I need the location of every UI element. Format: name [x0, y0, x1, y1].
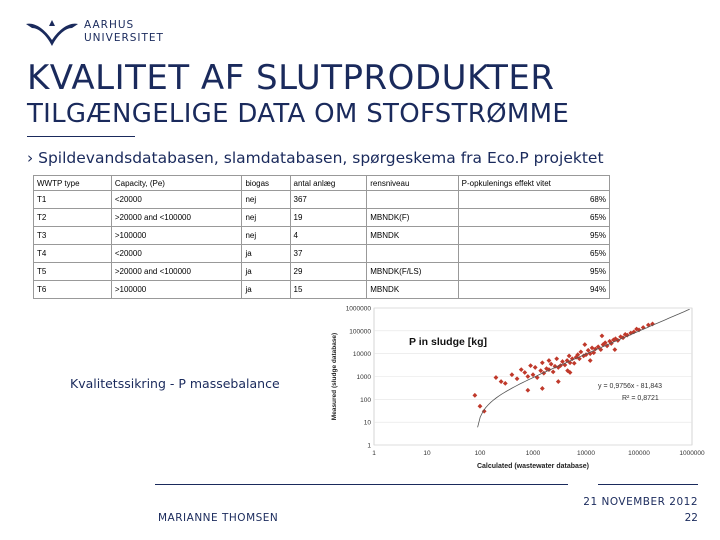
chart-title: P in sludge [kg]: [409, 336, 487, 348]
cell-biogas: nej: [242, 227, 290, 245]
cell-biogas: ja: [242, 245, 290, 263]
x-tick-label: 10: [423, 450, 431, 457]
cell-rensniveau: [367, 191, 458, 209]
footer-date: 21 NOVEMBER 2012: [583, 496, 698, 508]
cell-capacity: <20000: [111, 245, 242, 263]
y-tick-label: 100: [360, 396, 371, 404]
title-divider: [27, 136, 135, 137]
logo-line-aarhus: AARHUS: [84, 19, 135, 31]
cell-rensniveau: MBNDK: [367, 227, 458, 245]
cell-effekt: 95%: [458, 227, 609, 245]
header-rensniveau: rensniveau: [367, 176, 458, 191]
y-tick-label: 10000: [352, 351, 371, 359]
page-number: 22: [684, 512, 698, 524]
table-header-row: [34, 176, 610, 191]
x-axis-label: Calculated (wastewater database): [476, 463, 590, 470]
y-tick-label: 1000000: [345, 305, 371, 313]
cell-effekt: 65%: [458, 209, 609, 227]
cell-type: T4: [34, 245, 112, 263]
table-row: [34, 263, 610, 281]
cell-capacity: >100000: [111, 227, 242, 245]
x-tick-label: 100000: [628, 450, 650, 457]
y-axis-label: Measured (sludge database): [331, 332, 338, 421]
header-wwtp-type: WWTP type: [34, 176, 112, 191]
slide-title: KVALITET AF SLUTPRODUKTER: [27, 58, 555, 98]
cell-type: T3: [34, 227, 112, 245]
wwtp-table: [33, 175, 610, 299]
cell-rensniveau: [367, 245, 458, 263]
p-sludge-scatter-chart: [326, 300, 705, 480]
y-tick-label: 10: [363, 419, 371, 427]
slide-subtitle: TILGÆNGELIGE DATA OM STOFSTRØMME: [27, 99, 570, 129]
footer-divider-right: [598, 484, 698, 485]
x-tick-label: 1000: [525, 450, 541, 457]
y-tick-label: 100000: [349, 328, 371, 336]
cell-biogas: ja: [242, 281, 290, 299]
cell-capacity: <20000: [111, 191, 242, 209]
footer-author: MARIANNE THOMSEN: [158, 512, 279, 524]
cell-capacity: >20000 and <100000: [111, 209, 242, 227]
cell-effekt: 95%: [458, 263, 609, 281]
table-row: [34, 281, 610, 299]
bullet-text: › Spildevandsdatabasen, slamdatabasen, spørgeskema fra Eco.P projektet: [27, 149, 604, 167]
x-tick-label: 100: [474, 450, 486, 457]
header-antal-anlaeg: antal anlæg: [290, 176, 367, 191]
cell-antal: 19: [290, 209, 367, 227]
cell-effekt: 94%: [458, 281, 609, 299]
aarhus-university-logo-icon: [22, 18, 82, 48]
header-capacity: Capacity, (Pe): [111, 176, 242, 191]
header-p-effekt: P-opkulenings effekt vitet: [458, 176, 609, 191]
cell-rensniveau: MBNDK(F): [367, 209, 458, 227]
x-tick-label: 1000000: [679, 450, 705, 457]
footer-divider: [155, 484, 568, 485]
cell-biogas: ja: [242, 263, 290, 281]
cell-capacity: >100000: [111, 281, 242, 299]
y-tick-label: 1: [367, 442, 371, 450]
cell-capacity: >20000 and <100000: [111, 263, 242, 281]
table-row: [34, 209, 610, 227]
cell-antal: 4: [290, 227, 367, 245]
table-row: [34, 245, 610, 263]
logo-wordmark: [84, 19, 164, 45]
y-tick-label: 1000: [356, 374, 371, 381]
cell-effekt: 65%: [458, 245, 609, 263]
header-biogas: biogas: [242, 176, 290, 191]
cell-biogas: nej: [242, 191, 290, 209]
cell-biogas: nej: [242, 209, 290, 227]
cell-type: T6: [34, 281, 112, 299]
trendline-equation: y = 0,9756x - 81,843: [598, 383, 663, 390]
cell-antal: 37: [290, 245, 367, 263]
cell-type: T2: [34, 209, 112, 227]
x-tick-label: 1: [372, 450, 376, 457]
cell-antal: 15: [290, 281, 367, 299]
cell-effekt: 68%: [458, 191, 609, 209]
table-row: [34, 191, 610, 209]
cell-antal: 367: [290, 191, 367, 209]
r-squared-label: R² = 0,8721: [622, 395, 659, 402]
x-tick-label: 10000: [576, 450, 596, 457]
cell-antal: 29: [290, 263, 367, 281]
logo-line-universitet: UNIVERSITET: [84, 32, 164, 44]
cell-type: T5: [34, 263, 112, 281]
cell-type: T1: [34, 191, 112, 209]
cell-rensniveau: MBNDK: [367, 281, 458, 299]
table-row: [34, 227, 610, 245]
cell-rensniveau: MBNDK(F/LS): [367, 263, 458, 281]
chart-caption: Kvalitetssikring - P massebalance: [70, 376, 280, 391]
